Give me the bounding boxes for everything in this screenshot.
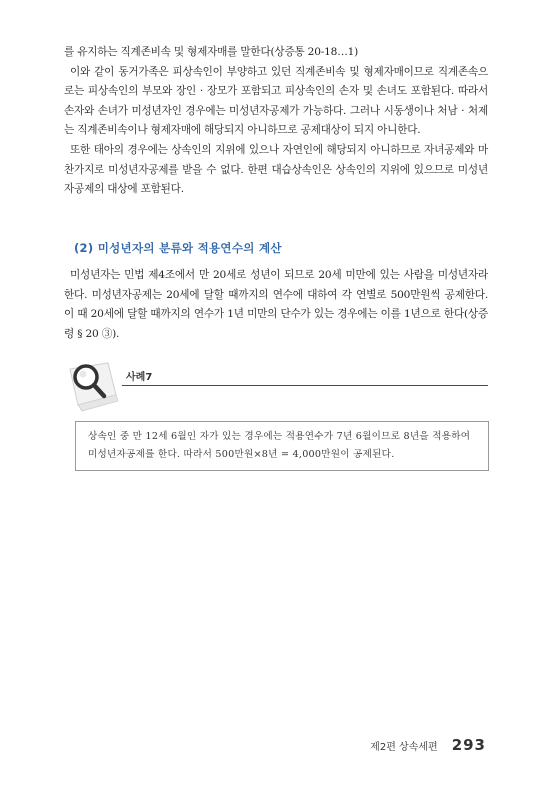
body-text-top: [64, 43, 488, 200]
paragraph-continuation: 를 유지하는 직계존비속 및 형제자매를 말한다(상증통 20-18…1): [64, 46, 359, 58]
page-footer: [370, 736, 486, 754]
body-text-mid: [64, 266, 488, 344]
case-divider: [122, 385, 488, 386]
footer-section: 제2편 상속세편: [370, 742, 438, 753]
case-title: 사례7: [126, 372, 153, 383]
paragraph-fetus: 또한 태아의 경우에는 상속인의 지위에 있으나 자연인에 해당되지 아니하므로 자녀공제와 마찬가지로 미성년자공제를 받을 수 없다. 한편 대습상속인은 상속인의 지위에 있으므로 미성년자공제의 대상에 포함된다.: [64, 143, 488, 196]
case-text: 상속인 중 만 12세 6월인 자가 있는 경우에는 적용연수가 7년 6월이므로 8년을 적용하여 미성년자공제를 한다. 따라서 500만원×8년 = 4,000만원이 공제된다.: [88, 431, 471, 460]
paragraph-family: 이와 같이 동거가족은 피상속인이 부양하고 있던 직계존비속 및 형제자매이므로 직계존속으로는 피상속인의 부모와 장인 · 장모가 포함되고 피상속인의 손자 및 손녀도 포함된다. 따라서 손자와 손녀가 미성년자인 경우에는 미성년자공제가 가능하다. 그러나 시동생이나 처남 · 처제는 직계존비속이나 형제자매에 해당되지 아니하므로 공제대상이 되지 아니한다.: [64, 65, 488, 137]
section-heading: (2) 미성년자의 분류와 적용연수의 계산: [74, 241, 282, 255]
paragraph-minor-definition: 미성년자는 민법 제4조에서 만 20세로 성년이 되므로 20세 미만에 있는 사람을 미성년자라 한다. 미성년자공제는 20세에 달할 때까지의 연수에 대하여 각 연별로 500만원씩 공제한다. 이 때 20세에 달할 때까지의 연수가 1년 미만의 단수가 있는 경우에는 이를 1년으로 한다(상증령 § 20 ③).: [64, 269, 488, 340]
page-number: 293: [451, 736, 486, 754]
